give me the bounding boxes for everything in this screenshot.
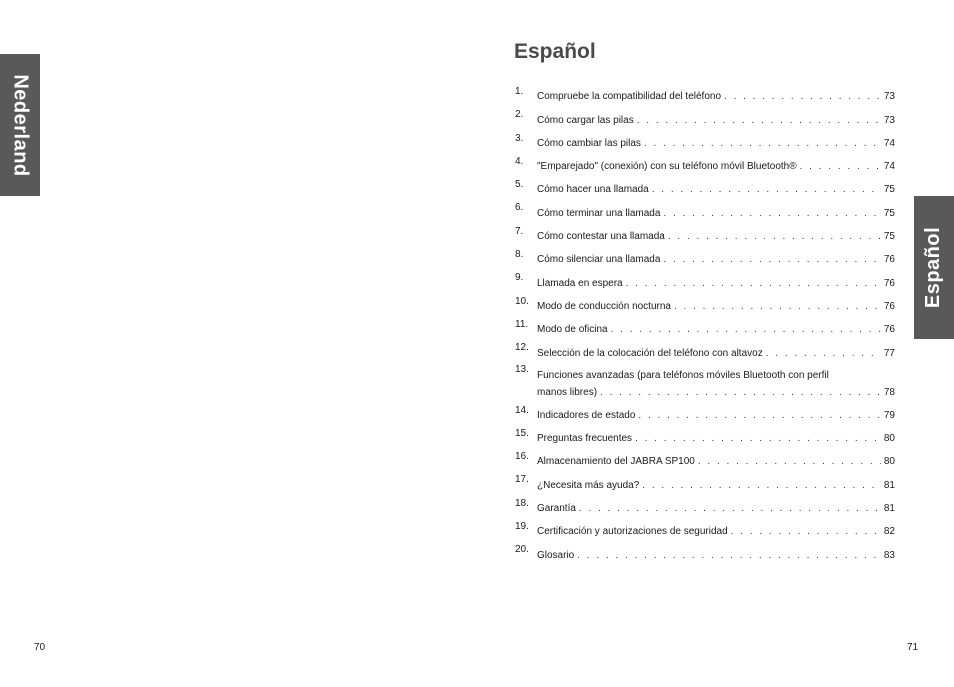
table-of-contents <box>515 80 895 562</box>
toc-item-15[interactable] <box>515 422 895 445</box>
toc-item-14[interactable] <box>515 399 895 422</box>
toc-item-number: 6. <box>515 202 524 214</box>
toc-item-title: ¿Necesita más ayuda? <box>537 479 640 491</box>
toc-item-number: 16. <box>515 451 529 463</box>
toc-item-title: Cómo contestar una llamada <box>537 231 665 243</box>
side-tab-espanol[interactable] <box>914 196 954 339</box>
toc-item-number: 8. <box>515 249 524 261</box>
toc-item-number: 5. <box>515 179 524 191</box>
toc-leader-dots <box>626 278 881 290</box>
toc-item-page: 76 <box>883 300 895 312</box>
toc-item-title: Garantía <box>537 503 576 515</box>
toc-item-18[interactable] <box>515 492 895 515</box>
toc-leader-dots <box>663 254 880 266</box>
page-number-right: 71 <box>907 642 919 653</box>
toc-item-title: Cómo terminar una llamada <box>537 207 661 219</box>
toc-leader-dots <box>635 433 881 445</box>
toc-item-title: "Emparejado" (conexión) con su teléfono móvil Bluetooth® <box>537 161 797 173</box>
toc-item-20[interactable] <box>515 538 895 561</box>
toc-item-number: 17. <box>515 474 529 486</box>
toc-item-title: Almacenamiento del JABRA SP100 <box>537 456 695 468</box>
toc-leader-dots <box>674 301 881 313</box>
toc-item-page: 73 <box>883 91 895 103</box>
toc-item-page: 83 <box>883 549 895 561</box>
toc-item-8[interactable] <box>515 243 895 266</box>
toc-item-10[interactable] <box>515 290 895 313</box>
toc-item-page: 75 <box>883 207 895 219</box>
toc-item-number: 20. <box>515 544 529 556</box>
toc-item-title: Certificación y autorizaciones de seguridad <box>537 526 728 538</box>
toc-item-title: Preguntas frecuentes <box>537 433 633 445</box>
toc-item-number: 7. <box>515 225 524 237</box>
toc-item-page: 77 <box>883 347 895 359</box>
toc-item-number: 3. <box>515 132 524 144</box>
toc-item-page: 81 <box>883 479 895 491</box>
toc-item-page: 80 <box>883 433 895 445</box>
toc-leader-dots <box>600 387 881 399</box>
toc-item-page: 80 <box>883 456 895 468</box>
toc-leader-dots <box>698 456 881 468</box>
toc-item-number: 1. <box>515 86 524 97</box>
toc-item-title: Compruebe la compatibilidad del teléfono <box>537 91 722 103</box>
toc-item-page: 76 <box>883 324 895 336</box>
toc-leader-dots <box>638 410 880 422</box>
toc-item-9[interactable] <box>515 266 895 289</box>
toc-leader-dots <box>724 91 881 103</box>
toc-leader-dots <box>611 324 881 336</box>
toc-item-title-continued: manos libres) <box>537 386 598 398</box>
toc-item-title: Glosario <box>537 549 575 561</box>
page-number-left: 70 <box>34 642 46 653</box>
toc-item-1[interactable] <box>515 80 895 103</box>
toc-item-number: 15. <box>515 427 529 439</box>
toc-item-page: 74 <box>883 137 895 149</box>
toc-item-12[interactable] <box>515 336 895 359</box>
toc-item-page: 73 <box>883 114 895 126</box>
toc-leader-dots <box>637 115 881 127</box>
toc-item-title: Selección de la colocación del teléfono con altavoz <box>537 347 763 359</box>
toc-item-page: 76 <box>883 254 895 266</box>
toc-item-11[interactable] <box>515 313 895 336</box>
toc-item-title: Cómo hacer una llamada <box>537 184 649 196</box>
toc-item-page: 76 <box>883 277 895 289</box>
page-title: Español <box>514 40 596 63</box>
toc-item-13[interactable] <box>515 360 895 399</box>
toc-item-page: 82 <box>883 526 895 538</box>
toc-item-number: 19. <box>515 521 529 533</box>
toc-item-title: Llamada en espera <box>537 277 623 289</box>
toc-item-page: 81 <box>883 503 895 515</box>
toc-item-number: 9. <box>515 272 524 284</box>
toc-item-2[interactable] <box>515 103 895 126</box>
toc-item-title: Indicadores de estado <box>537 409 636 421</box>
side-tab-espanol-label: Español <box>922 226 945 309</box>
toc-item-number: 13. <box>515 363 529 375</box>
toc-item-title: Funciones avanzadas (para teléfonos móviles Bluetooth con perfil <box>537 369 829 381</box>
toc-item-16[interactable] <box>515 445 895 468</box>
toc-item-number: 4. <box>515 155 524 167</box>
toc-item-page: 74 <box>883 161 895 173</box>
toc-item-5[interactable] <box>515 173 895 196</box>
toc-item-title: Cómo cambiar las pilas <box>537 137 641 149</box>
toc-leader-dots <box>663 208 880 220</box>
toc-leader-dots <box>579 503 881 515</box>
toc-item-6[interactable] <box>515 196 895 219</box>
toc-leader-dots <box>642 480 881 492</box>
toc-leader-dots <box>731 526 881 538</box>
toc-item-number: 18. <box>515 497 529 509</box>
toc-item-19[interactable] <box>515 515 895 538</box>
toc-item-page: 78 <box>883 386 895 398</box>
toc-item-4[interactable] <box>515 150 895 173</box>
toc-leader-dots <box>800 161 881 173</box>
toc-item-page: 79 <box>883 409 895 421</box>
toc-item-number: 2. <box>515 109 524 121</box>
toc-item-number: 14. <box>515 404 529 416</box>
toc-item-number: 11. <box>515 318 529 330</box>
toc-item-title: Modo de conducción nocturna <box>537 300 671 312</box>
toc-leader-dots <box>652 184 881 196</box>
toc-leader-dots <box>577 550 881 562</box>
toc-item-7[interactable] <box>515 220 895 243</box>
toc-leader-dots <box>644 138 881 150</box>
side-tab-nederland-label: Nederland <box>9 73 32 177</box>
toc-item-page: 75 <box>883 231 895 243</box>
toc-leader-dots <box>766 348 881 360</box>
toc-item-title: Cómo silenciar una llamada <box>537 254 661 266</box>
toc-item-17[interactable] <box>515 468 895 491</box>
side-tab-nederland[interactable] <box>0 54 40 196</box>
toc-item-number: 10. <box>515 295 529 307</box>
toc-item-3[interactable] <box>515 127 895 150</box>
toc-item-title: Cómo cargar las pilas <box>537 114 634 126</box>
toc-item-page: 75 <box>883 184 895 196</box>
toc-item-title: Modo de oficina <box>537 324 608 336</box>
toc-item-number: 12. <box>515 342 529 354</box>
toc-leader-dots <box>668 231 881 243</box>
